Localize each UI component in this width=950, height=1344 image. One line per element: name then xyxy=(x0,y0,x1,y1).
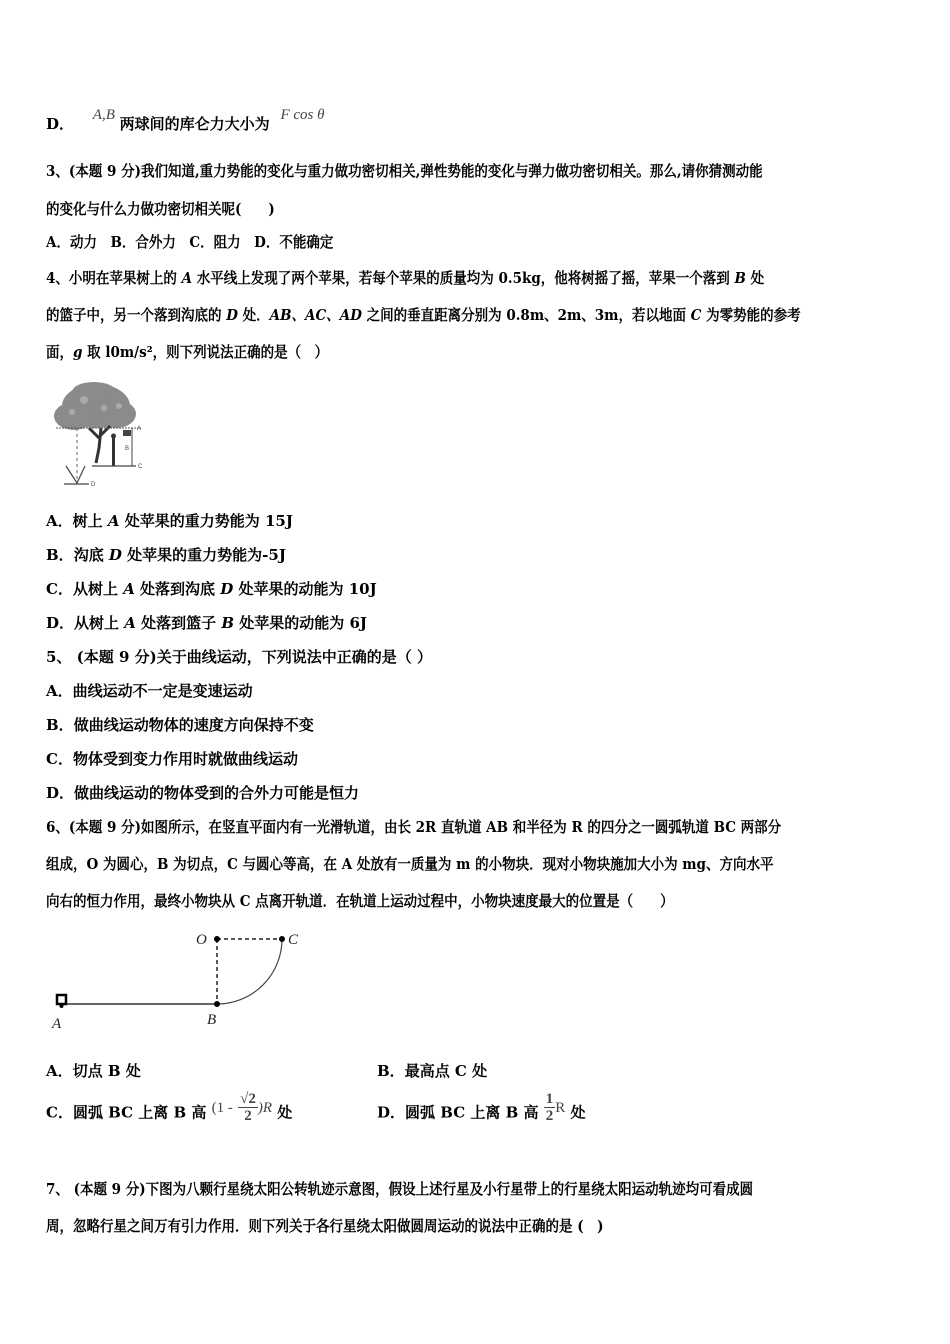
fig-label-d: D xyxy=(91,482,96,488)
q6-option-c: C．圆弧 BC 上离 B 高 (1 - $\frac{√2}{2}$ )R 处 xyxy=(46,1091,293,1124)
fraction-sqrt2-over-2: $\frac{√2}{2}$ xyxy=(240,1091,256,1124)
q3-stem-line2: 的变化与什么力做功密切相关呢( ) xyxy=(46,200,275,218)
q4-option-d: D．从树上 A 处落到篮子 B 处苹果的动能为 6J xyxy=(46,614,368,632)
fig-label-b: B xyxy=(125,446,130,452)
q6-option-a: A．切点 B 处 xyxy=(46,1062,141,1080)
fig-label-c: C xyxy=(288,932,299,948)
q4-option-a: A．树上 A 处苹果的重力势能为 15J xyxy=(46,512,293,530)
option-label: D． xyxy=(46,115,75,133)
math-r: R xyxy=(555,1099,566,1116)
q6-stem-line2: 组成，O 为圆心，B 为切点，C 与圆心等高，在 A 处放有一质量为 m 的小物块．现对小物块施加大小为 mg、方向水平 xyxy=(46,855,774,873)
fig-label-b: B xyxy=(207,1012,217,1028)
apple-tree-figure xyxy=(44,378,159,493)
q4-option-c: C．从树上 A 处落到沟底 D 处苹果的动能为 10J xyxy=(46,580,377,598)
math-fcos: F cos θ xyxy=(280,107,325,123)
math-open: (1 - xyxy=(211,1099,233,1116)
q5-option-d: D．做曲线运动的物体受到的合外力可能是恒力 xyxy=(46,784,360,802)
q4-stem-line1: 4、小明在苹果树上的 A 水平线上发现了两个苹果，若每个苹果的质量均为 0.5kg，他将树摇了摇，苹果一个落到 B 处 xyxy=(46,269,765,287)
q3-stem-line1: 3、(本题 9 分)我们知道,重力势能的变化与重力做功密切相关,弹性势能的变化与弹力做功密切相关。那么,请你猜测动能 xyxy=(46,162,763,180)
q5-option-c: C．物体受到变力作用时就做曲线运动 xyxy=(46,750,298,768)
q7-stem-line1: 7、 (本题 9 分)下图为八颗行星绕太阳公转轨迹示意图，假设上述行星及小行星带上的行星绕太阳运动轨迹均可看成圆 xyxy=(46,1180,754,1198)
q5-option-b: B．做曲线运动物体的速度方向保持不变 xyxy=(46,716,314,734)
fig-label-a: A xyxy=(137,426,142,432)
fig-label-o: O xyxy=(196,932,207,948)
q6-option-d: D．圆弧 BC 上离 B 高 $\frac{1}{2}$ R 处 xyxy=(377,1091,586,1124)
track-figure xyxy=(44,922,314,1034)
q5-option-a: A．曲线运动不一定是变速运动 xyxy=(46,682,253,700)
q2-option-d xyxy=(46,107,325,135)
q6-option-b: B．最高点 C 处 xyxy=(377,1062,488,1080)
q5-stem: 5、 (本题 9 分)关于曲线运动，下列说法中正确的是（ ） xyxy=(46,648,432,666)
fig-label-a: A xyxy=(52,1016,62,1032)
q3-options: A．动力 B．合外力 C．阻力 D．不能确定 xyxy=(46,233,334,251)
q6-stem-line1: 6、(本题 9 分)如图所示，在竖直平面内有一光滑轨道，由长 2R 直轨道 AB 和半径为 R 的四分之一圆弧轨道 BC 两部分 xyxy=(46,818,782,836)
math-ab: A,B xyxy=(92,107,115,123)
math-close: )R xyxy=(257,1099,273,1116)
q6-stem-line3: 向右的恒力作用，最终小物块从 C 点离开轨道．在轨道上运动过程中，小物块速度最大的位置是（ ） xyxy=(46,892,674,910)
fraction-one-half: $\frac{1}{2}$ xyxy=(545,1091,554,1124)
q4-stem-line2: 的篮子中，另一个落到沟底的 D 处．AB、AC、AD 之间的垂直距离分别为 0.8m、2m、3m，若以地面 C 为零势能的参考 xyxy=(46,306,801,324)
q7-stem-line2: 周，忽略行星之间万有引力作用．则下列关于各行星绕太阳做圆周运动的说法中正确的是 ( ) xyxy=(46,1217,604,1235)
q4-stem-line3: 面，g 取 l0m/s²，则下列说法正确的是（ ） xyxy=(46,343,329,361)
q4-option-b: B．沟底 D 处苹果的重力势能为-5J xyxy=(46,546,286,564)
fig-label-c: C xyxy=(138,464,143,470)
option-text: 两球间的库仑力大小为 xyxy=(119,115,270,133)
